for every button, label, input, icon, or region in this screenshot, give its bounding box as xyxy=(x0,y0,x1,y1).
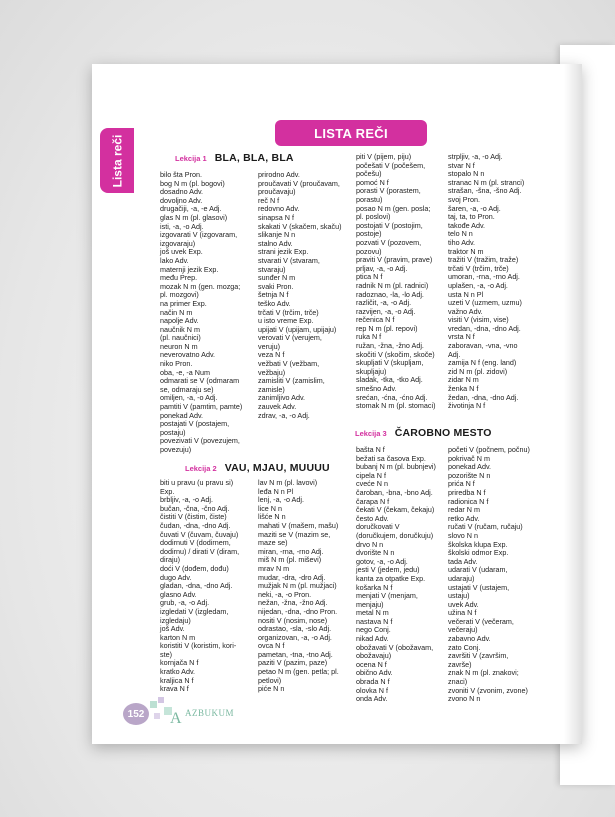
word-entry: oba, -e, -a Num xyxy=(160,367,210,377)
word-entry: umoran, -rna, -rno Adj. xyxy=(448,272,520,282)
word-entry: udaraju) xyxy=(448,573,475,583)
word-entry: povezuju) xyxy=(160,445,192,454)
word-entry: povezivati V (povezujem, xyxy=(160,436,240,446)
word-entry: bilo šta Pron. xyxy=(160,170,202,179)
word-entry: uzeti V (uzmem, uzmu) xyxy=(448,298,522,308)
word-entry: kornjača N f xyxy=(160,658,199,668)
word-entry: razvijen, -a, -o Adj. xyxy=(356,306,416,316)
word-entry: piti V (pijem, piju) xyxy=(356,152,412,161)
lekcija-1-title: BLA, BLA, BLA xyxy=(214,152,294,164)
word-entry: još uvek Exp. xyxy=(160,247,203,257)
word-entry: drugačiji, -a, -e Adj. xyxy=(160,204,222,214)
word-entry: obožavaju) xyxy=(356,651,392,661)
word-entry: glas N m (pl. glasovi) xyxy=(160,212,228,222)
word-entry: koristiti V (koristim, kori- xyxy=(160,641,237,651)
word-entry: stvaraju) xyxy=(258,264,286,274)
word-entry: školska klupa Exp. xyxy=(448,539,508,549)
word-entry: metal N m xyxy=(356,608,389,618)
word-entry: počešati V (počešem, xyxy=(356,160,426,170)
word-entry: skočiti V (skočim, skoče) xyxy=(356,349,435,359)
word-entry: ustajati V (ustajem, xyxy=(448,582,510,592)
word-entry: večerati V (večeram, xyxy=(448,616,514,626)
word-entry: nijedan, -dna, -dno Pron. xyxy=(258,606,338,616)
lekcija-1-heading xyxy=(175,152,294,164)
word-entry: uplašen, -a, -o Adj. xyxy=(448,280,508,290)
word-entry: pametan, -tna, -tno Adj. xyxy=(258,649,333,659)
word-entry: način N m xyxy=(160,307,193,317)
word-entry: cipela N f xyxy=(356,470,386,480)
word-entry: redovno Adv. xyxy=(258,204,300,214)
word-entry: trčati V (trčim, trče) xyxy=(448,263,509,273)
word-entry: lišće N n xyxy=(258,512,286,522)
word-entry: stranac N m (pl. stranci) xyxy=(448,177,525,187)
word-entry: udarati V (udaram, xyxy=(448,565,508,575)
word-entry: šaren, -a, -o Adj. xyxy=(448,203,501,213)
word-entry: ručati V (ručam, ručaju) xyxy=(448,522,523,532)
word-entry: prljav, -a, -o Adj. xyxy=(356,263,408,273)
word-entry: obrada N f xyxy=(356,677,390,687)
word-list-l2-col1 xyxy=(160,479,239,694)
word-entry: pl. poslovi) xyxy=(356,212,391,222)
word-entry: paziti V (pazim, paze) xyxy=(258,658,328,668)
word-entry: stopalo N n xyxy=(448,169,485,179)
word-entry: čarapa N f xyxy=(356,496,390,506)
word-entry: zamisle) xyxy=(258,384,285,394)
lekcija-2-heading xyxy=(185,462,330,474)
word-entry: zanimljivo Adv. xyxy=(258,393,306,403)
word-entry: čaroban, -bna, -bno Adj. xyxy=(356,487,433,497)
word-entry: zvoniti V (zvonim, zvone) xyxy=(448,685,528,695)
word-entry: slovo N n xyxy=(448,530,478,540)
lekcija-2-number: Lekcija 2 xyxy=(185,464,217,473)
word-entry: piće N n xyxy=(258,684,285,694)
word-entry: čekati V (čekam, čekaju) xyxy=(356,505,435,515)
word-entry: trčati V (trčim, trče) xyxy=(258,307,319,317)
word-entry: (doručkujem, doručkuju) xyxy=(356,530,434,540)
word-entry: veza N f xyxy=(258,350,285,360)
word-entry: obično Adv. xyxy=(356,668,393,678)
word-entry: mahati V (mašem, mašu) xyxy=(258,520,339,530)
word-list-l2-col4 xyxy=(448,153,524,411)
word-entry: početi V (počnem, počnu) xyxy=(448,445,530,454)
word-entry: se, odmaraju se) xyxy=(160,384,214,394)
word-entry: dvorište N n xyxy=(356,548,395,558)
word-entry: maze se) xyxy=(258,538,288,548)
word-entry: zid N m (pl. zidovi) xyxy=(448,366,508,376)
word-entry: stalno Adv. xyxy=(258,238,293,248)
word-entry: usta N n Pl xyxy=(448,289,484,299)
word-list-l1-col1 xyxy=(160,171,242,455)
word-entry: bog N m (pl. bogovi) xyxy=(160,178,225,188)
word-entry: ponekad Adv. xyxy=(448,462,492,472)
word-entry: nositi V (nosim, nose) xyxy=(258,615,328,625)
word-entry: izgovaraju) xyxy=(160,238,196,248)
word-entry: izgovarati V (izgovaram, xyxy=(160,230,238,240)
word-entry: srećan, -ćna, -ćno Adj. xyxy=(356,392,428,402)
word-entry: pozorište N n xyxy=(448,470,491,480)
word-entry: Exp. xyxy=(160,486,175,496)
page-title: LISTA REČI xyxy=(275,120,427,146)
word-entry: mozak N m (gen. mozga; xyxy=(160,281,241,291)
word-entry: porasti V (porastem, xyxy=(356,186,421,196)
word-entry: porastu) xyxy=(356,194,383,204)
word-entry: svoj Pron. xyxy=(448,194,480,204)
word-entry: maternji jezik Exp. xyxy=(160,264,219,274)
word-entry: obožavati V (obožavam, xyxy=(356,642,434,652)
word-entry: znak N m (pl. znakovi; xyxy=(448,668,519,678)
word-entry: postajati V (postajem, xyxy=(160,419,230,429)
word-entry: pokrivač N m xyxy=(448,453,490,463)
word-entry: lav N m (pl. lavovi) xyxy=(258,478,318,487)
word-entry: svaki Pron. xyxy=(258,281,294,291)
word-entry: isti, -a, -o Adj. xyxy=(160,221,204,231)
word-entry: vrsta N f xyxy=(448,332,475,342)
word-entry: završiti V (završim, xyxy=(448,651,509,661)
word-entry: skupljaju) xyxy=(356,366,387,376)
word-entry: slikanje N n xyxy=(258,230,296,240)
word-entry: sinapsa N f xyxy=(258,212,294,222)
word-entry: skupljati V (skupljam, xyxy=(356,358,424,368)
word-entry: telo N n xyxy=(448,229,473,239)
word-entry: nežan, -žna, -žno Adj. xyxy=(258,598,328,608)
word-entry: traktor N m xyxy=(448,246,484,256)
word-list-l3-col2 xyxy=(448,446,530,704)
word-entry: gotov, -a, -o Adj. xyxy=(356,556,408,566)
word-entry: košarka N f xyxy=(356,582,393,592)
word-entry: skakati V (skačem, skaču) xyxy=(258,221,342,231)
word-entry: životinja N f xyxy=(448,401,486,411)
word-entry: glasno Adv. xyxy=(160,589,197,599)
word-entry: redar N m xyxy=(448,505,480,515)
word-entry: izgledati V (izgledam, xyxy=(160,606,229,616)
word-entry: karton N m xyxy=(160,632,196,642)
word-entry: praviti V (pravim, prave) xyxy=(356,255,433,265)
word-entry: drvo N n xyxy=(356,539,384,549)
word-entry: napolje Adv. xyxy=(160,316,199,326)
page-number: 152 xyxy=(123,703,149,725)
word-entry: u isto vreme Exp. xyxy=(258,316,314,326)
word-entry: proučavati V (proučavam, xyxy=(258,178,340,188)
publisher-logo-text: AZBUKUM xyxy=(185,708,235,718)
word-entry: rep N m (pl. repovi) xyxy=(356,323,418,333)
word-entry: još Adv. xyxy=(160,624,185,634)
word-entry: zamija N f (eng. land) xyxy=(448,358,517,368)
word-entry: čudan, -dna, -dno Adj. xyxy=(160,520,231,530)
word-entry: organizovan, -a, -o Adj. xyxy=(258,632,332,642)
word-entry: pozovu) xyxy=(356,246,382,256)
word-entry: važno Adv. xyxy=(448,306,483,316)
word-entry: miran, -rna, -rno Adj. xyxy=(258,546,324,556)
word-entry: diraju) xyxy=(160,555,180,565)
word-entry: dosadno Adv. xyxy=(160,187,204,197)
word-entry: menjaju) xyxy=(356,599,384,609)
word-entry: ponekad Adv. xyxy=(160,410,204,420)
word-entry: neuron N m xyxy=(160,341,198,351)
word-entry: strpljiv, -a, -o Adj. xyxy=(448,152,503,161)
word-entry: dodirnuti V (dodirnem, xyxy=(160,538,231,548)
word-entry: stvar N f xyxy=(448,160,475,170)
svg-text:A: A xyxy=(170,710,182,727)
word-entry: ustaju) xyxy=(448,591,470,601)
word-entry: radoznao, -la, -lo Adj. xyxy=(356,289,424,299)
word-entry: veruju) xyxy=(258,341,280,351)
word-entry: odmarati se V (odmaram xyxy=(160,376,240,386)
word-entry: zdrav, -a, -o Adj. xyxy=(258,410,310,420)
word-entry: zvono N n xyxy=(448,694,481,704)
word-entry: ženka N f xyxy=(448,384,479,394)
word-entry: nego Conj. xyxy=(356,625,391,635)
word-entry: zidar N m xyxy=(448,375,479,385)
word-entry: postoje) xyxy=(356,229,382,239)
word-entry: sladak, -tka, -tko Adj. xyxy=(356,375,423,385)
word-list-l3-col1 xyxy=(356,446,436,704)
word-entry: cveće N n xyxy=(356,479,388,489)
word-entry: taj, ta, to Pron. xyxy=(448,212,495,222)
word-entry: pl. mozgovi) xyxy=(160,290,199,300)
word-entry: brbljiv, -a, -o Adj. xyxy=(160,495,213,505)
word-entry: šetnja N f xyxy=(258,290,289,300)
word-entry: postojati V (postojim, xyxy=(356,220,423,230)
word-entry: sunđer N m xyxy=(258,273,296,283)
word-entry: visiti V (visim, vise) xyxy=(448,315,509,325)
word-entry: reč N f xyxy=(258,195,280,205)
word-entry: smešno Adv. xyxy=(356,384,397,394)
word-entry: prirodno Adv. xyxy=(258,170,300,179)
word-entry: miš N m (pl. miševi) xyxy=(258,555,322,565)
word-entry: uvek Adv. xyxy=(448,599,479,609)
word-entry: ptica N f xyxy=(356,272,383,282)
word-entry: radionica N f xyxy=(448,496,489,506)
word-entry: lice N n xyxy=(258,503,282,513)
word-entry: tražiti V (tražim, traže) xyxy=(448,255,519,265)
word-entry: bašta N f xyxy=(356,445,385,454)
word-entry: vežbaju) xyxy=(258,367,286,377)
word-list-l1-col2 xyxy=(258,171,341,420)
word-entry: lenj, -a, -o Adj. xyxy=(258,495,304,505)
logo-mark-icon xyxy=(148,695,188,729)
word-entry: mužjak N m (pl. mužjaci) xyxy=(258,581,337,591)
word-entry: kanta za otpatke Exp. xyxy=(356,573,426,583)
word-entry: verovati V (verujem, xyxy=(258,333,322,343)
word-entry: znaci) xyxy=(448,677,468,687)
word-entry: ste) xyxy=(160,649,172,659)
word-entry: ruka N f xyxy=(356,332,382,342)
word-entry: zamisliti V (zamislim, xyxy=(258,376,325,386)
word-entry: dovoljno Adv. xyxy=(160,195,203,205)
word-entry: petlovi) xyxy=(258,675,282,685)
word-entry: radnik N m (pl. radnici) xyxy=(356,280,429,290)
word-entry: biti u pravu (u pravu si) xyxy=(160,478,234,487)
word-entry: posao N m (gen. posla; xyxy=(356,203,431,213)
word-entry: rečenica N f xyxy=(356,315,395,325)
word-entry: školski odmor Exp. xyxy=(448,548,509,558)
word-entry: kratko Adv. xyxy=(160,667,196,677)
word-entry: bučan, -čna, -čno Adj. xyxy=(160,503,230,513)
word-entry: nikad Adv. xyxy=(356,634,389,644)
word-entry: dodirnu) / dirati V (diram, xyxy=(160,546,240,556)
word-entry: onda Adv. xyxy=(356,694,388,704)
word-entry: naučnik N m xyxy=(160,324,200,334)
word-entry: takođe Adv. xyxy=(448,220,486,230)
lekcija-3-title: ČAROBNO MESTO xyxy=(394,427,492,439)
side-tab xyxy=(100,128,134,193)
word-entry: ocena N f xyxy=(356,659,387,669)
word-entry: Adj. xyxy=(448,349,461,359)
word-entry: pozvati V (pozovem, xyxy=(356,237,422,247)
word-entry: (pl. naučnici) xyxy=(160,333,201,343)
word-entry: strani jezik Exp. xyxy=(258,247,309,257)
word-entry: menjati V (menjam, xyxy=(356,591,418,601)
word-entry: maziti se V (mazim se, xyxy=(258,529,331,539)
word-entry: pomoć N f xyxy=(356,177,389,187)
lekcija-3-number: Lekcija 3 xyxy=(355,429,387,438)
word-entry: proučavaju) xyxy=(258,187,296,197)
word-entry: kraljica N f xyxy=(160,675,194,685)
word-entry: često Adv. xyxy=(356,513,389,523)
word-entry: doći V (dođem, dođu) xyxy=(160,563,229,573)
word-entry: tiho Adv. xyxy=(448,237,476,247)
word-entry: večeraju) xyxy=(448,625,478,635)
word-entry: ružan, -žna, -žno Adj. xyxy=(356,341,424,351)
word-entry: završe) xyxy=(448,659,472,669)
word-entry: tada Adv. xyxy=(448,556,478,566)
word-entry: ovca N f xyxy=(258,641,285,651)
word-entry: izgledaju) xyxy=(160,615,191,625)
lekcija-2-title: VAU, MJAU, MUUUU xyxy=(224,462,330,474)
word-list-l2-col2 xyxy=(258,479,339,694)
word-entry: leđa N n Pl xyxy=(258,486,294,496)
word-entry: priredba N f xyxy=(448,487,486,497)
word-entry: jesti V (jedem, jedu) xyxy=(356,565,420,575)
word-entry: teško Adv. xyxy=(258,298,291,308)
word-entry: stvarati V (stvaram, xyxy=(258,255,320,265)
word-entry: zato Conj. xyxy=(448,642,481,652)
word-entry: olovka N f xyxy=(356,685,388,695)
word-entry: žedan, -dna, -dno Adj. xyxy=(448,392,519,402)
word-entry: dugo Adv. xyxy=(160,572,192,582)
word-entry: vredan, -dna, -dno Adj. xyxy=(448,323,521,333)
word-entry: mrav N m xyxy=(258,563,290,573)
word-entry: prića N f xyxy=(448,479,475,489)
word-entry: počešu) xyxy=(356,169,382,179)
word-entry: petao N m (gen. petla; pl. xyxy=(258,667,339,677)
word-entry: strašan, -šna, -šno Adj. xyxy=(448,186,522,196)
word-entry: na primer Exp. xyxy=(160,298,207,308)
word-entry: mudar, -dra, -dro Adj. xyxy=(258,572,326,582)
word-entry: niko Pron. xyxy=(160,359,193,369)
word-list-l2-col3 xyxy=(356,153,435,411)
word-entry: zaboravan, -vna, -vno xyxy=(448,341,518,351)
lekcija-3-heading xyxy=(355,427,492,439)
word-entry: doručkovati V xyxy=(356,522,400,532)
word-entry: neki, -a, -o Pron. xyxy=(258,589,312,599)
word-entry: omiljen, -a, -o Adj. xyxy=(160,393,218,403)
side-tab-label: Lista reči xyxy=(110,134,125,187)
word-entry: užina N f xyxy=(448,608,477,618)
word-entry: postaju) xyxy=(160,427,186,437)
word-entry: stomak N m (pl. stomaci) xyxy=(356,401,436,411)
word-entry: bubanj N m (pl. bubnjevi) xyxy=(356,462,436,472)
word-entry: gladan, -dna, -dno Adj. xyxy=(160,581,233,591)
word-entry: čistiti V (čistim, čiste) xyxy=(160,512,227,522)
word-entry: vežbati V (vežbam, xyxy=(258,359,320,369)
word-entry: krava N f xyxy=(160,684,189,694)
word-entry: grub, -a, -o Adj. xyxy=(160,598,210,608)
word-entry: odrastao, -sla, -slo Adj. xyxy=(258,624,332,634)
word-entry: lako Adv. xyxy=(160,255,189,265)
page-gutter-shadow xyxy=(564,64,582,744)
word-entry: upijati V (upijam, upijaju) xyxy=(258,324,337,334)
lekcija-1-number: Lekcija 1 xyxy=(175,154,207,163)
word-entry: retko Adv. xyxy=(448,513,480,523)
word-entry: različit, -a, -o Adj. xyxy=(356,298,412,308)
word-entry: nastava N f xyxy=(356,616,393,626)
word-entry: među Prep. xyxy=(160,273,198,283)
word-entry: pamtiti V (pamtim, pamte) xyxy=(160,402,243,412)
word-entry: zauvek Adv. xyxy=(258,402,297,412)
word-entry: bežati sa časova Exp. xyxy=(356,453,426,463)
word-entry: zabavno Adv. xyxy=(448,634,491,644)
word-entry: neverovatno Adv. xyxy=(160,350,216,360)
word-entry: čuvati V (čuvam, čuvaju) xyxy=(160,529,239,539)
